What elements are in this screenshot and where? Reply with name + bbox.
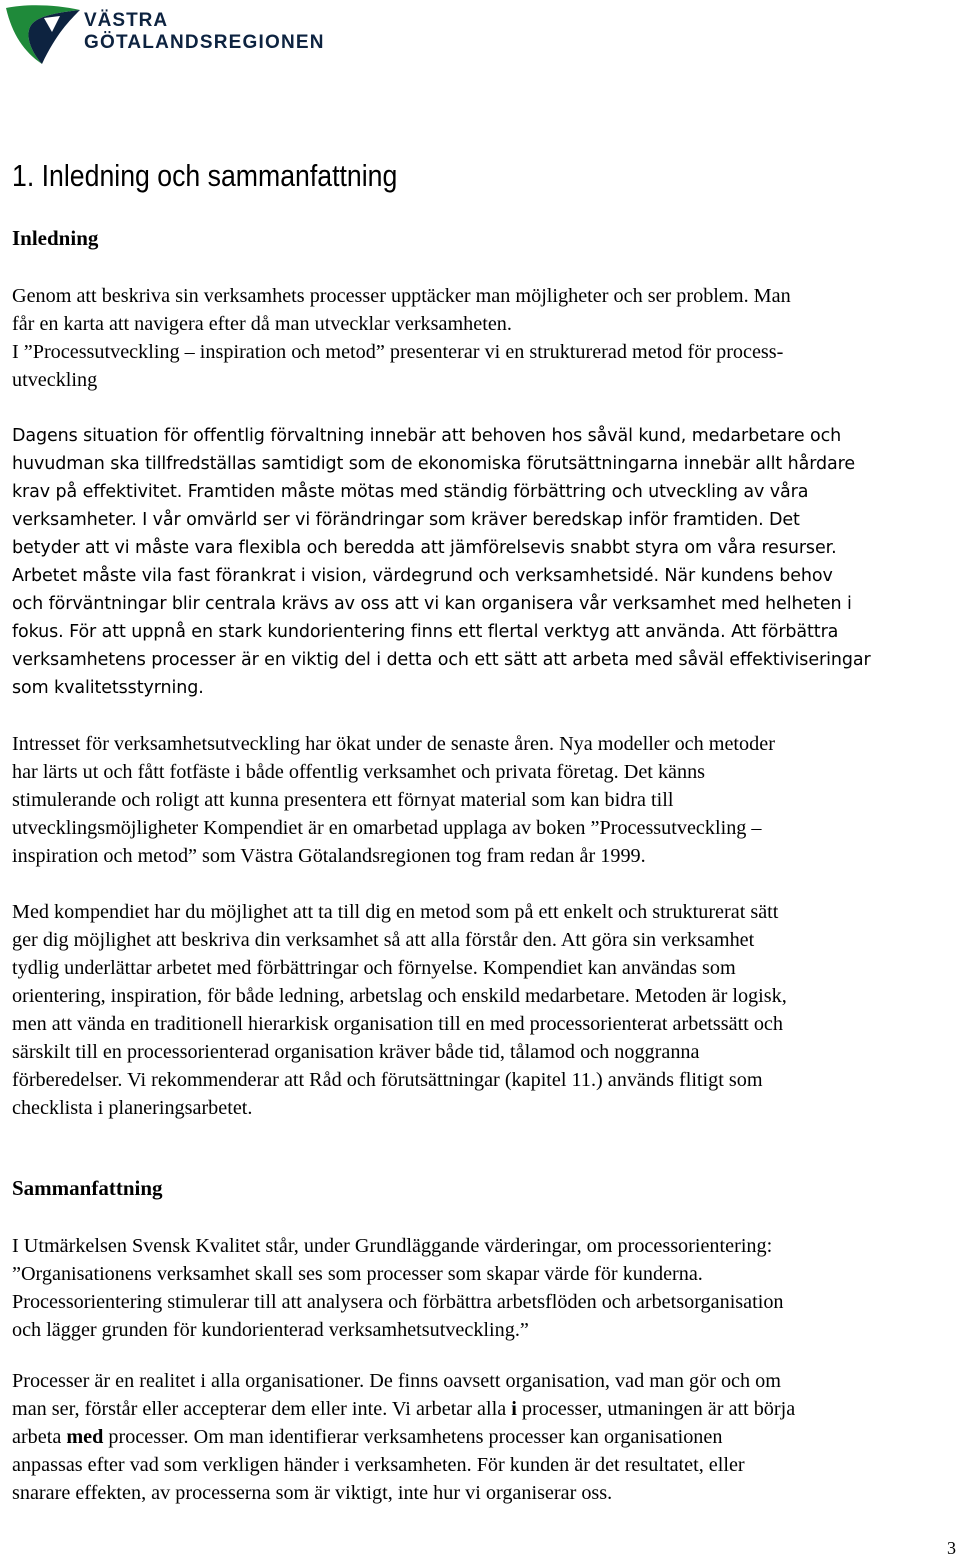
text-line: som kvalitetsstyrning. bbox=[12, 678, 204, 698]
text-line: huvudman ska tillfredställas samtidigt som de ekonomiska förutsättningarna innebär allt hårdare bbox=[12, 454, 856, 474]
text-line: I ”Processutveckling – inspiration och metod” presenterar vi en strukturerad metod för process- bbox=[12, 341, 784, 363]
emphasis-i: i bbox=[511, 1398, 517, 1420]
text-line: I Utmärkelsen Svensk Kvalitet står, under Grundläggande värderingar, om processorientering: bbox=[12, 1235, 773, 1257]
logo-line-2: GÖTALANDSREGIONEN bbox=[84, 32, 325, 53]
text-line: arbeta med processer. Om man identifierar verksamhetens processer kan organisationen bbox=[12, 1426, 723, 1448]
section-heading-sammanfattning: Sammanfattning bbox=[12, 1176, 163, 1200]
text-line: och förväntningar blir centrala krävs av oss att vi kan organisera vår verksamhet med helheten i bbox=[12, 594, 852, 614]
text-line: verksamheter. I vår omvärld ser vi förändringar som kräver beredskap inför framtiden. Det bbox=[12, 510, 800, 530]
text-line: får en karta att navigera efter då man utvecklar verksamheten. bbox=[12, 313, 512, 335]
text-line: Genom att beskriva sin verksamhets processer upptäcker man möjligheter och ser problem. Man bbox=[12, 285, 791, 307]
text-line: förberedelser. Vi rekommenderar att Råd och förutsättningar (kapitel 11.) används flitigt som bbox=[12, 1069, 763, 1091]
text-line: snarare effekten, av processerna som är viktigt, inte hur vi organiserar oss. bbox=[12, 1482, 613, 1504]
text-line: Intresset för verksamhetsutveckling har ökat under de senaste åren. Nya modeller och metoder bbox=[12, 733, 775, 755]
page-title: 1. Inledning och sammanfattning bbox=[12, 158, 398, 193]
paragraph-usk-quote bbox=[12, 1232, 960, 1344]
emphasis-med: med bbox=[66, 1426, 104, 1448]
text-line: inspiration och metod” som Västra Götalandsregionen tog fram redan år 1999. bbox=[12, 845, 646, 867]
text-line: ”Organisationens verksamhet skall ses som processer som skapar värde för kunderna. bbox=[12, 1263, 703, 1285]
text-line: tydlig underlättar arbetet med förbättringar och förnyelse. Kompendiet kan användas som bbox=[12, 957, 736, 979]
text-line: men att vända en traditionell hierarkisk organisation till en med processorienterat arbetssätt och bbox=[12, 1013, 783, 1035]
paragraph-kompendiet bbox=[12, 898, 960, 1122]
section-heading-inledning: Inledning bbox=[12, 226, 99, 250]
text-line: Dagens situation för offentlig förvaltning innebär att behoven hos såväl kund, medarbetare och bbox=[12, 426, 842, 446]
logo-wordmark bbox=[84, 10, 325, 54]
text-line: Processorientering stimulerar till att analysera och förbättra arbetsflöden och arbetsorganisation bbox=[12, 1291, 784, 1313]
paragraph-processer-realitet bbox=[12, 1367, 960, 1507]
text-line: utveckling bbox=[12, 369, 98, 391]
text-line: anpassas efter vad som verkligen händer i verksamheten. För kunden är det resultatet, eller bbox=[12, 1454, 745, 1476]
text-line: Arbetet måste vila fast förankrat i vision, värdegrund och verksamhetsidé. När kundens behov bbox=[12, 566, 833, 586]
logo-emblem-icon bbox=[4, 4, 82, 68]
text-line: stimulerande och roligt att kunna presentera ett förnyat material som kan bidra till bbox=[12, 789, 674, 811]
text-line: Med kompendiet har du möjlighet att ta till dig en metod som på ett enkelt och strukturerat sätt bbox=[12, 901, 779, 923]
text-line: betyder att vi måste vara flexibla och beredda att jämförelsevis snabbt styra om våra resurser. bbox=[12, 538, 837, 558]
logo-line-1: VÄSTRA bbox=[84, 10, 169, 31]
text-line: orientering, inspiration, för både ledning, arbetslag och enskild medarbetare. Metoden är logisk, bbox=[12, 985, 787, 1007]
text-line: man ser, förstår eller accepterar dem eller inte. Vi arbetar alla i processer, utmaningen är att börja bbox=[12, 1398, 796, 1420]
text-line: ger dig möjlighet att beskriva din verksamhet så att alla förstår den. Att göra sin verksamhet bbox=[12, 929, 755, 951]
text-line: särskilt till en processorienterad organisation kräver både tid, tålamod och noggranna bbox=[12, 1041, 700, 1063]
text-line: utvecklingsmöjligheter Kompendiet är en omarbetad upplaga av boken ”Processutveckling – bbox=[12, 817, 762, 839]
page-number: 3 bbox=[947, 1538, 956, 1558]
text-line: Processer är en realitet i alla organisationer. De finns oavsett organisation, vad man gör och om bbox=[12, 1370, 781, 1392]
paragraph-intresset bbox=[12, 730, 960, 870]
vastra-gotalandsregionen-logo bbox=[4, 4, 354, 68]
text-line: verksamhetens processer är en viktig del i detta och ett sätt att arbeta med såväl effektiviseringar bbox=[12, 650, 871, 670]
text-line: har lärts ut och fått fotfäste i både offentlig verksamhet och privata företag. Det känns bbox=[12, 761, 706, 783]
text-line: checklista i planeringsarbetet. bbox=[12, 1097, 253, 1119]
text-line: fokus. För att uppnå en stark kundorientering finns ett flertal verktyg att använda. Att förbättra bbox=[12, 622, 839, 642]
paragraph-dagens-situation bbox=[12, 422, 960, 702]
text-line: krav på effektivitet. Framtiden måste mötas med ständig förbättring och utveckling av våra bbox=[12, 482, 809, 502]
paragraph-intro bbox=[12, 282, 960, 394]
text-line: och lägger grunden för kundorienterad verksamhetsutveckling.” bbox=[12, 1319, 529, 1341]
